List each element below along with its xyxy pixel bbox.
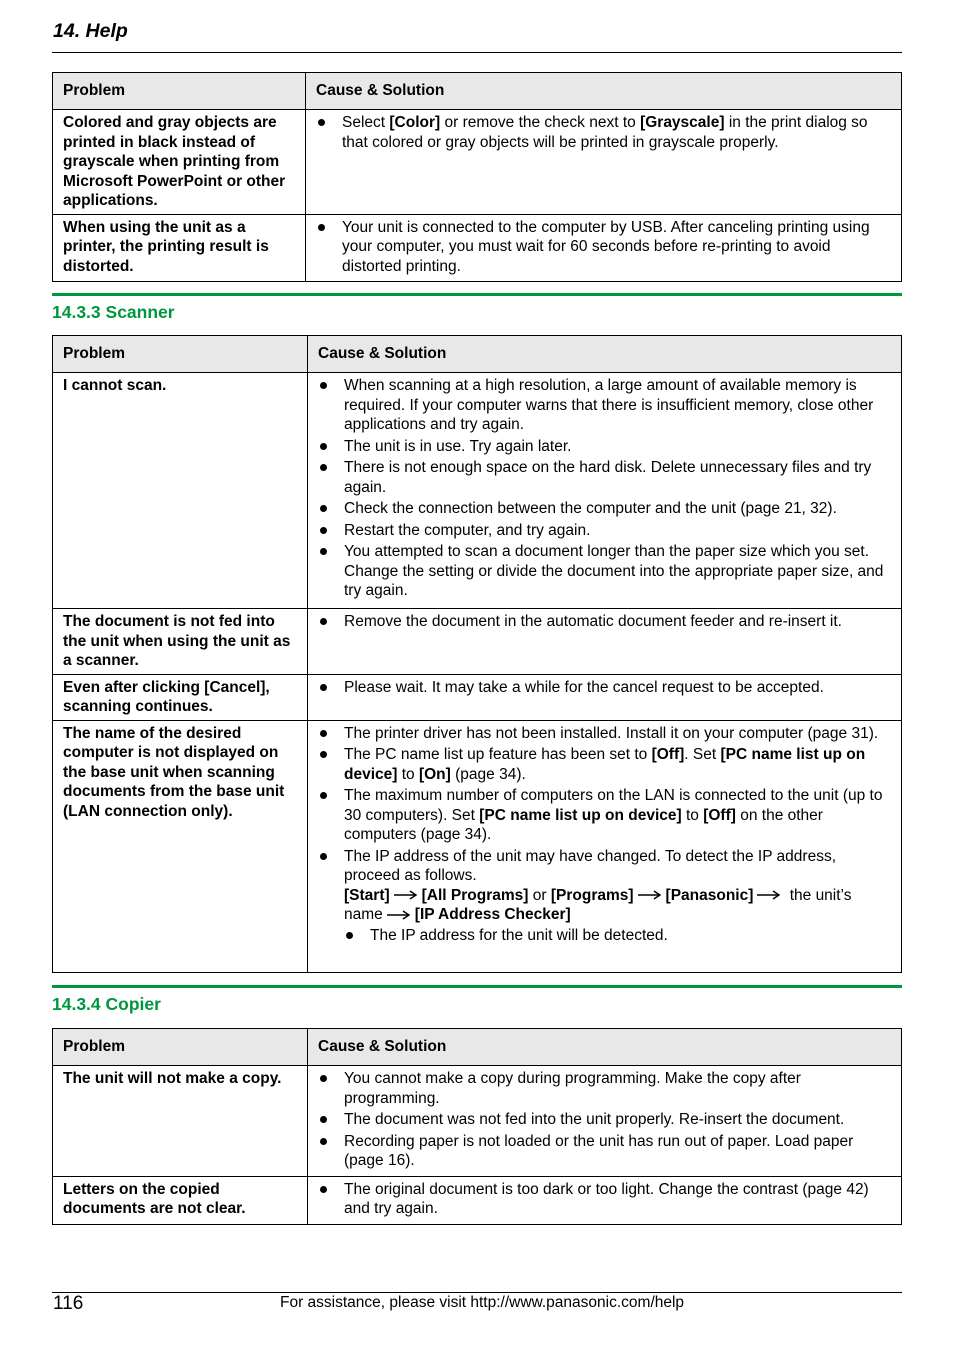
section-divider xyxy=(52,985,902,988)
solution-item: Please wait. It may take a while for the cancel request to be accepted. xyxy=(318,678,893,698)
problem-column-header: Problem xyxy=(53,336,308,373)
copier-troubleshooting-table xyxy=(52,1028,902,1225)
solution-item: There is not enough space on the hard disk. Delete unnecessary files and try again. xyxy=(318,458,893,497)
header-rule xyxy=(52,52,902,53)
solution-item: Select [Color] or remove the check next to [Grayscale] in the print dialog so that colored or gray objects will be printed in grayscale properly. xyxy=(316,113,893,152)
solution-item: Check the connection between the computer and the unit (page 21, 32). xyxy=(318,499,893,519)
problem-cell: The unit will not make a copy. xyxy=(53,1066,308,1177)
problem-column-header: Problem xyxy=(53,1029,308,1066)
solution-item: Restart the computer, and try again. xyxy=(318,521,893,541)
arrow-right-icon xyxy=(757,890,781,900)
copier-section-header xyxy=(52,985,902,1015)
solution-cell xyxy=(308,1066,902,1177)
print-troubleshooting-table xyxy=(52,72,902,282)
problem-column-header: Problem xyxy=(53,73,306,110)
solution-item: The IP address of the unit may have changed. To detect the IP address, proceed as follows. [Start] [All Programs] or [Programs] [Panasonic] the unit’s name [IP Address Checker] The IP address for the unit will be detected. xyxy=(318,847,893,946)
solution-column-header: Cause & Solution xyxy=(308,1029,902,1066)
solution-item: The PC name list up feature has been set to [Off]. Set [PC name list up on device] to [On] (page 34). xyxy=(318,745,893,784)
table-row xyxy=(53,609,902,675)
arrow-right-icon xyxy=(394,890,418,900)
solution-cell xyxy=(308,373,902,609)
problem-cell: Even after clicking [Cancel], scanning continues. xyxy=(53,674,308,720)
page-number: 116 xyxy=(53,1293,84,1314)
solution-item: When scanning at a high resolution, a large amount of available memory is required. If your computer warns that there is insufficient memory, close other applications and try again. xyxy=(318,376,893,435)
table-row xyxy=(53,373,902,609)
solution-subitem: The IP address for the unit will be detected. xyxy=(344,926,893,946)
problem-cell: The name of the desired computer is not displayed on the base unit when scanning documents from the base unit (LAN connection only). xyxy=(53,720,308,972)
solution-item: The unit is in use. Try again later. xyxy=(318,437,893,457)
table-row xyxy=(53,110,902,215)
arrow-right-icon xyxy=(387,910,411,920)
solution-cell xyxy=(306,214,902,282)
table-header-row xyxy=(53,73,902,110)
solution-item: You attempted to scan a document longer than the paper size which you set. Change the setting or divide the document into the appropriate paper size, and try again. xyxy=(318,542,893,601)
table-row xyxy=(53,1176,902,1224)
solution-cell xyxy=(306,110,902,215)
scanner-troubleshooting-table xyxy=(52,335,902,973)
solution-item: You cannot make a copy during programming. Make the copy after programming. xyxy=(318,1069,893,1108)
arrow-right-icon xyxy=(638,890,662,900)
solution-item: Remove the document in the automatic document feeder and re-insert it. xyxy=(318,612,893,632)
solution-cell xyxy=(308,720,902,972)
solution-cell xyxy=(308,1176,902,1224)
table-row xyxy=(53,674,902,720)
solution-item: The maximum number of computers on the LAN is connected to the unit (up to 30 computers). Set [PC name list up on device] to [Off] on the other computers (page 34). xyxy=(318,786,893,845)
solution-column-header: Cause & Solution xyxy=(308,336,902,373)
table-row xyxy=(53,720,902,972)
problem-cell: Colored and gray objects are printed in black instead of grayscale when printing from Microsoft PowerPoint or other applications. xyxy=(53,110,306,215)
solution-cell xyxy=(308,674,902,720)
scanner-section-header xyxy=(52,293,902,323)
solution-column-header: Cause & Solution xyxy=(306,73,902,110)
solution-item: The original document is too dark or too light. Change the contrast (page 42) and try again. xyxy=(318,1180,893,1219)
solution-item: The document was not fed into the unit properly. Re-insert the document. xyxy=(318,1110,893,1130)
footer-assistance-text: For assistance, please visit http://www.panasonic.com/help xyxy=(280,1294,685,1311)
solution-item: Recording paper is not loaded or the unit has run out of paper. Load paper (page 16). xyxy=(318,1132,893,1171)
table-row xyxy=(53,1066,902,1177)
problem-cell: I cannot scan. xyxy=(53,373,308,609)
section-title-copier: 14.3.4 Copier xyxy=(52,994,161,1014)
problem-cell: Letters on the copied documents are not clear. xyxy=(53,1176,308,1224)
solution-cell xyxy=(308,609,902,675)
chapter-heading: 14. Help xyxy=(53,20,128,42)
table-header-row xyxy=(53,336,902,373)
problem-cell: When using the unit as a printer, the printing result is distorted. xyxy=(53,214,306,282)
solution-item: Your unit is connected to the computer by USB. After canceling printing using your computer, you must wait for 60 seconds before re-printing to avoid distorted printing. xyxy=(316,218,893,277)
section-divider xyxy=(52,293,902,296)
problem-cell: The document is not fed into the unit when using the unit as a scanner. xyxy=(53,609,308,675)
table-header-row xyxy=(53,1029,902,1066)
section-title-scanner: 14.3.3 Scanner xyxy=(52,302,175,322)
solution-item: The printer driver has not been installed. Install it on your computer (page 31). xyxy=(318,724,893,744)
table-row xyxy=(53,214,902,282)
